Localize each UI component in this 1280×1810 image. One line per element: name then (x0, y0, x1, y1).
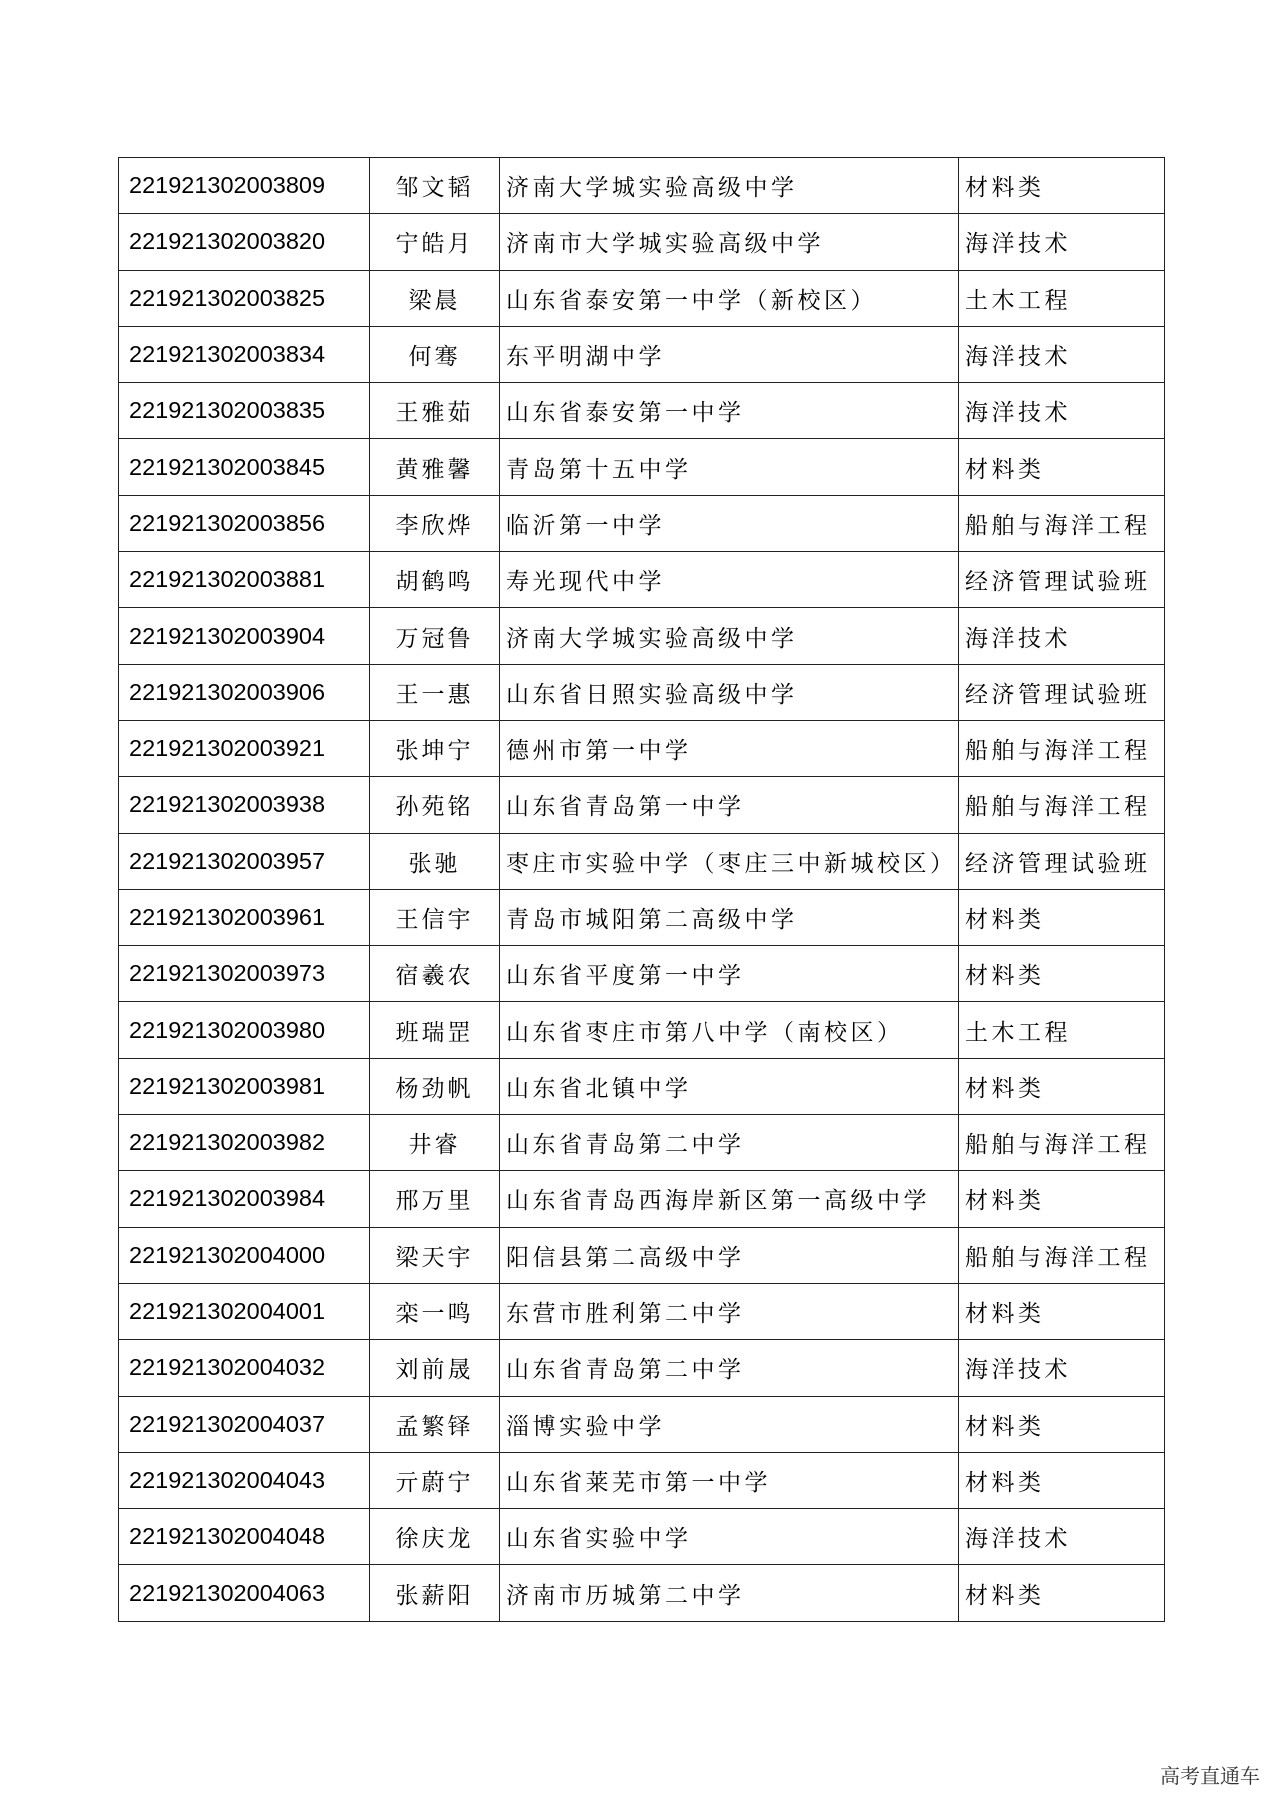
table-row (119, 1396, 1165, 1452)
student-name-cell: 宁皓月 (370, 214, 500, 270)
student-name-cell: 邹文韬 (370, 158, 500, 214)
major-cell: 材料类 (959, 1565, 1165, 1621)
major-cell: 海洋技术 (959, 383, 1165, 439)
watermark: 高考直通车 (1160, 1764, 1260, 1788)
student-id-cell: 221921302003809 (119, 158, 370, 214)
student-name-cell: 徐庆龙 (370, 1509, 500, 1565)
student-id-cell: 221921302004063 (119, 1565, 370, 1621)
student-id-cell: 221921302003834 (119, 326, 370, 382)
student-id-cell: 221921302003957 (119, 833, 370, 889)
table-row (119, 664, 1165, 720)
student-id-cell: 221921302003980 (119, 1002, 370, 1058)
table-row (119, 889, 1165, 945)
school-cell: 山东省莱芜市第一中学 (500, 1452, 959, 1508)
table-row (119, 608, 1165, 664)
major-cell: 材料类 (959, 1283, 1165, 1339)
student-name-cell: 杨劲帆 (370, 1058, 500, 1114)
student-id-cell: 221921302004037 (119, 1396, 370, 1452)
table-body (119, 158, 1165, 1622)
student-id-cell: 221921302003904 (119, 608, 370, 664)
student-id-cell: 221921302003881 (119, 552, 370, 608)
table-row (119, 1340, 1165, 1396)
student-name-cell: 梁晨 (370, 270, 500, 326)
student-name-cell: 栾一鸣 (370, 1283, 500, 1339)
table-row (119, 1452, 1165, 1508)
student-name-cell: 宿羲农 (370, 946, 500, 1002)
table-row (119, 777, 1165, 833)
school-cell: 济南大学城实验高级中学 (500, 608, 959, 664)
school-cell: 济南市大学城实验高级中学 (500, 214, 959, 270)
major-cell: 经济管理试验班 (959, 664, 1165, 720)
school-cell: 山东省北镇中学 (500, 1058, 959, 1114)
major-cell: 海洋技术 (959, 326, 1165, 382)
major-cell: 船舶与海洋工程 (959, 777, 1165, 833)
major-cell: 船舶与海洋工程 (959, 495, 1165, 551)
student-name-cell: 何骞 (370, 326, 500, 382)
table-row (119, 495, 1165, 551)
table-row (119, 1171, 1165, 1227)
school-cell: 东营市胜利第二中学 (500, 1283, 959, 1339)
table-row (119, 1002, 1165, 1058)
school-cell: 山东省青岛第二中学 (500, 1115, 959, 1171)
table-row (119, 1227, 1165, 1283)
student-id-cell: 221921302004032 (119, 1340, 370, 1396)
student-name-cell: 王信宇 (370, 889, 500, 945)
school-cell: 山东省枣庄市第八中学（南校区） (500, 1002, 959, 1058)
major-cell: 材料类 (959, 1452, 1165, 1508)
student-id-cell: 221921302003825 (119, 270, 370, 326)
school-cell: 青岛第十五中学 (500, 439, 959, 495)
major-cell: 船舶与海洋工程 (959, 1227, 1165, 1283)
school-cell: 山东省泰安第一中学 (500, 383, 959, 439)
student-name-cell: 亓蔚宁 (370, 1452, 500, 1508)
major-cell: 材料类 (959, 439, 1165, 495)
student-id-cell: 221921302004043 (119, 1452, 370, 1508)
table-row (119, 1509, 1165, 1565)
school-cell: 济南市历城第二中学 (500, 1565, 959, 1621)
table-row (119, 1283, 1165, 1339)
student-name-cell: 班瑞罡 (370, 1002, 500, 1058)
table-row (119, 439, 1165, 495)
major-cell: 海洋技术 (959, 1509, 1165, 1565)
school-cell: 寿光现代中学 (500, 552, 959, 608)
table-row (119, 1115, 1165, 1171)
student-id-cell: 221921302003984 (119, 1171, 370, 1227)
table-row (119, 1565, 1165, 1621)
table-row (119, 1058, 1165, 1114)
student-name-cell: 张薪阳 (370, 1565, 500, 1621)
student-id-cell: 221921302003906 (119, 664, 370, 720)
table-row (119, 270, 1165, 326)
student-id-cell: 221921302003982 (119, 1115, 370, 1171)
table-row (119, 552, 1165, 608)
student-id-cell: 221921302003921 (119, 720, 370, 776)
major-cell: 材料类 (959, 158, 1165, 214)
student-name-cell: 胡鹤鸣 (370, 552, 500, 608)
student-name-cell: 梁天宇 (370, 1227, 500, 1283)
table-row (119, 383, 1165, 439)
school-cell: 山东省青岛西海岸新区第一高级中学 (500, 1171, 959, 1227)
student-name-cell: 张驰 (370, 833, 500, 889)
major-cell: 海洋技术 (959, 608, 1165, 664)
major-cell: 土木工程 (959, 270, 1165, 326)
table-row (119, 158, 1165, 214)
student-name-cell: 井睿 (370, 1115, 500, 1171)
major-cell: 经济管理试验班 (959, 552, 1165, 608)
major-cell: 材料类 (959, 1171, 1165, 1227)
school-cell: 青岛市城阳第二高级中学 (500, 889, 959, 945)
school-cell: 淄博实验中学 (500, 1396, 959, 1452)
school-cell: 山东省平度第一中学 (500, 946, 959, 1002)
major-cell: 土木工程 (959, 1002, 1165, 1058)
student-id-cell: 221921302003845 (119, 439, 370, 495)
school-cell: 山东省泰安第一中学（新校区） (500, 270, 959, 326)
major-cell: 船舶与海洋工程 (959, 1115, 1165, 1171)
table-row (119, 326, 1165, 382)
school-cell: 德州市第一中学 (500, 720, 959, 776)
student-name-cell: 王一惠 (370, 664, 500, 720)
major-cell: 海洋技术 (959, 214, 1165, 270)
student-id-cell: 221921302004000 (119, 1227, 370, 1283)
student-id-cell: 221921302003835 (119, 383, 370, 439)
student-id-cell: 221921302003856 (119, 495, 370, 551)
school-cell: 山东省实验中学 (500, 1509, 959, 1565)
student-name-cell: 王雅茹 (370, 383, 500, 439)
student-name-cell: 孟繁铎 (370, 1396, 500, 1452)
student-id-cell: 221921302003938 (119, 777, 370, 833)
table-row (119, 720, 1165, 776)
school-cell: 临沂第一中学 (500, 495, 959, 551)
school-cell: 济南大学城实验高级中学 (500, 158, 959, 214)
school-cell: 阳信县第二高级中学 (500, 1227, 959, 1283)
school-cell: 山东省日照实验高级中学 (500, 664, 959, 720)
table-row (119, 833, 1165, 889)
student-id-cell: 221921302004001 (119, 1283, 370, 1339)
student-id-cell: 221921302003981 (119, 1058, 370, 1114)
student-id-cell: 221921302004048 (119, 1509, 370, 1565)
student-name-cell: 孙苑铭 (370, 777, 500, 833)
major-cell: 海洋技术 (959, 1340, 1165, 1396)
table-row (119, 214, 1165, 270)
school-cell: 东平明湖中学 (500, 326, 959, 382)
student-name-cell: 张坤宁 (370, 720, 500, 776)
student-name-cell: 刘前晟 (370, 1340, 500, 1396)
student-name-cell: 邢万里 (370, 1171, 500, 1227)
major-cell: 材料类 (959, 1058, 1165, 1114)
admission-list-table (118, 157, 1165, 1622)
student-id-cell: 221921302003961 (119, 889, 370, 945)
student-name-cell: 李欣烨 (370, 495, 500, 551)
school-cell: 山东省青岛第二中学 (500, 1340, 959, 1396)
major-cell: 经济管理试验班 (959, 833, 1165, 889)
student-name-cell: 万冠鲁 (370, 608, 500, 664)
major-cell: 材料类 (959, 946, 1165, 1002)
major-cell: 船舶与海洋工程 (959, 720, 1165, 776)
major-cell: 材料类 (959, 889, 1165, 945)
student-name-cell: 黄雅馨 (370, 439, 500, 495)
major-cell: 材料类 (959, 1396, 1165, 1452)
student-id-cell: 221921302003820 (119, 214, 370, 270)
table-row (119, 946, 1165, 1002)
school-cell: 山东省青岛第一中学 (500, 777, 959, 833)
student-id-cell: 221921302003973 (119, 946, 370, 1002)
school-cell: 枣庄市实验中学（枣庄三中新城校区） (500, 833, 959, 889)
